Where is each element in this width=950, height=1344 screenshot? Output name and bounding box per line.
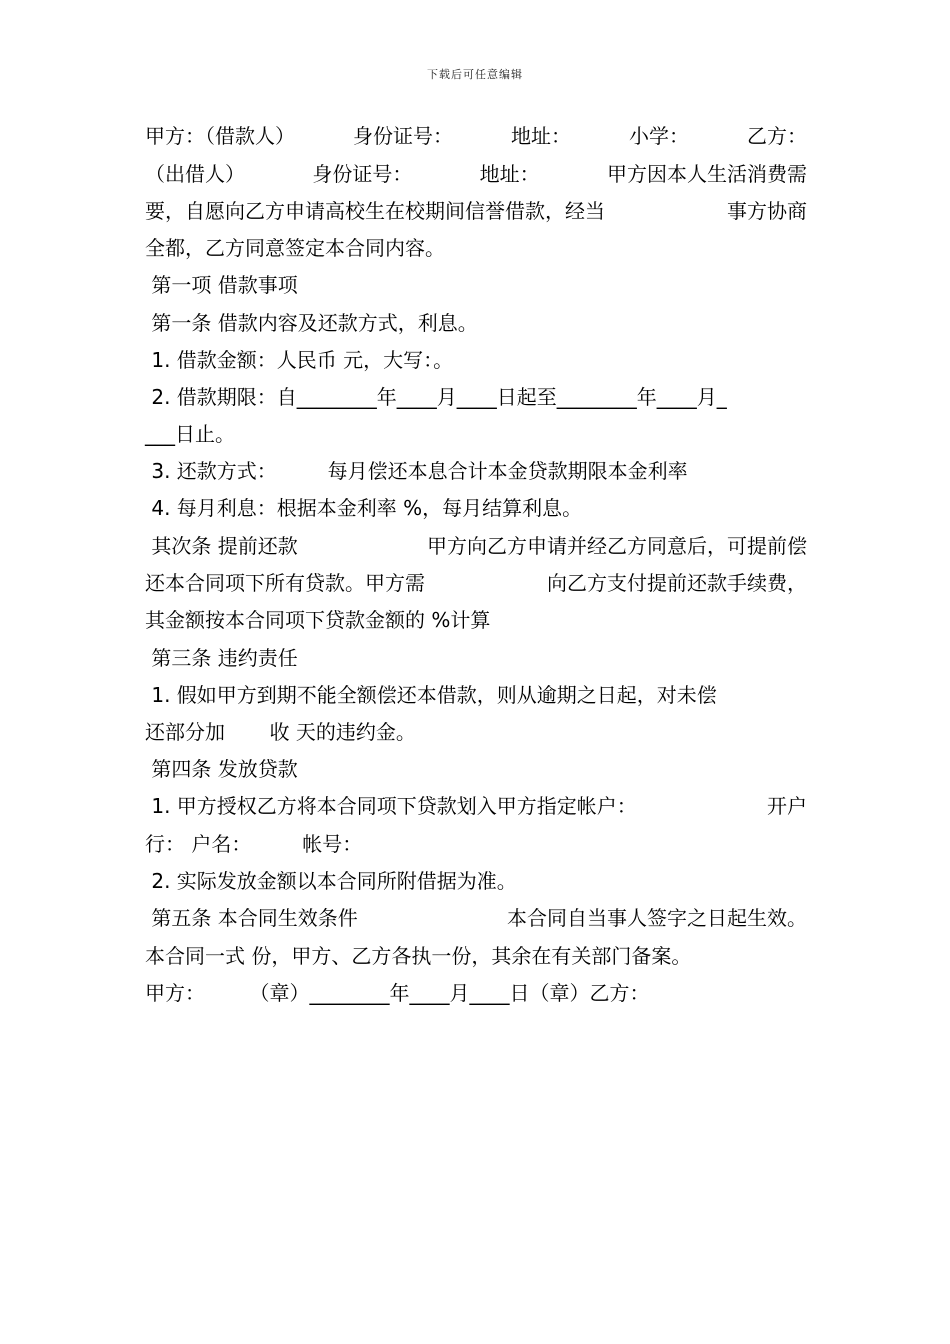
clause-monthly-interest: 4. 每月利息：根据本金利率 %，每月结算利息。 [145,496,583,520]
address-label-b: 地址： [479,162,540,186]
prepayment-fee: 其金额按本合同项下贷款金额的 %计算 [145,608,491,632]
purpose-text-3: 事方协商 [727,199,807,223]
party-b-label: 乙方： [747,124,807,148]
article-heading-3: 第三条 违约责任 [145,646,298,670]
signature-line: 甲方： （章）________年____月____日（章）乙方： [145,981,650,1005]
article-heading-1: 第一条 借款内容及还款方式，利息。 [145,311,478,335]
prepayment-text: 甲方向乙方申请并经乙方同意后，可提前偿 [427,534,807,558]
article-heading-5 [145,904,807,932]
clause-loan-term-cont: ___日止。 [145,422,235,446]
article-heading-4: 第四条 发放贷款 [145,757,298,781]
clause-repayment-method: 3. 还款方式： 每月偿还本息合计本金贷款期限本金利率 [145,459,688,483]
copies-text: 本合同一式 份，甲方、乙方各执一份，其余在有关部门备案。 [145,944,692,968]
line-parties-a [145,122,807,150]
section-heading-1: 第一项 借款事项 [145,273,298,297]
prepayment-text-3: 向乙方支付提前还款手续费， [547,571,807,595]
article-heading-2 [145,532,807,560]
line-agreement: 全都，乙方同意签定本合同内容。 [145,236,445,260]
address-label: 地址： [511,124,571,148]
purpose-text: 甲方因本人生活消费需 [606,162,807,186]
purpose-text-2: 要，自愿向乙方申请高校生在校期间信誉借款，经当 [145,199,605,223]
id-number-label-b: 身份证号： [312,162,413,186]
clause-loan-term: 2. 借款期限：自________年____月____日起至________年____月_ [145,385,727,409]
prepayment-text-2: 还本合同项下所有贷款。甲方需 [145,571,425,595]
page-header: 下载后可任意编辑 [427,68,523,81]
id-number-label: 身份证号： [353,124,453,148]
clause-disbursement-account [145,792,807,820]
clause-loan-amount: 1. 借款金额：人民币 元，大写：。 [145,348,454,372]
prepayment-heading: 其次条 提前还款 [145,534,298,558]
effective-text: 本合同自当事人签字之日起生效。 [507,906,807,930]
line-purpose-cont [145,197,807,225]
clause-actual-amount: 2. 实际发放金额以本合同所附借据为准。 [145,869,517,893]
default-text: 1. 假如甲方到期不能全额偿还本借款，则从逾期之日起，对未偿 [145,683,717,707]
line-parties-b [145,160,807,188]
bank-label: 开户 [767,794,807,818]
clause-default [145,681,807,709]
copies-clause [145,942,807,970]
prepayment-text-line-2 [145,569,807,597]
clause-default-cont: 还部分加 收 天的违约金。 [145,720,416,744]
account-fields: 行： 户名： 帐号： [145,832,363,856]
lender-label: （出借人） [145,162,245,186]
school-label: 小学： [629,124,689,148]
account-text: 1. 甲方授权乙方将本合同项下贷款划入甲方指定帐户： [145,794,637,818]
party-a-label: 甲方：（借款人） [145,124,295,148]
effective-heading: 第五条 本合同生效条件 [145,906,358,930]
